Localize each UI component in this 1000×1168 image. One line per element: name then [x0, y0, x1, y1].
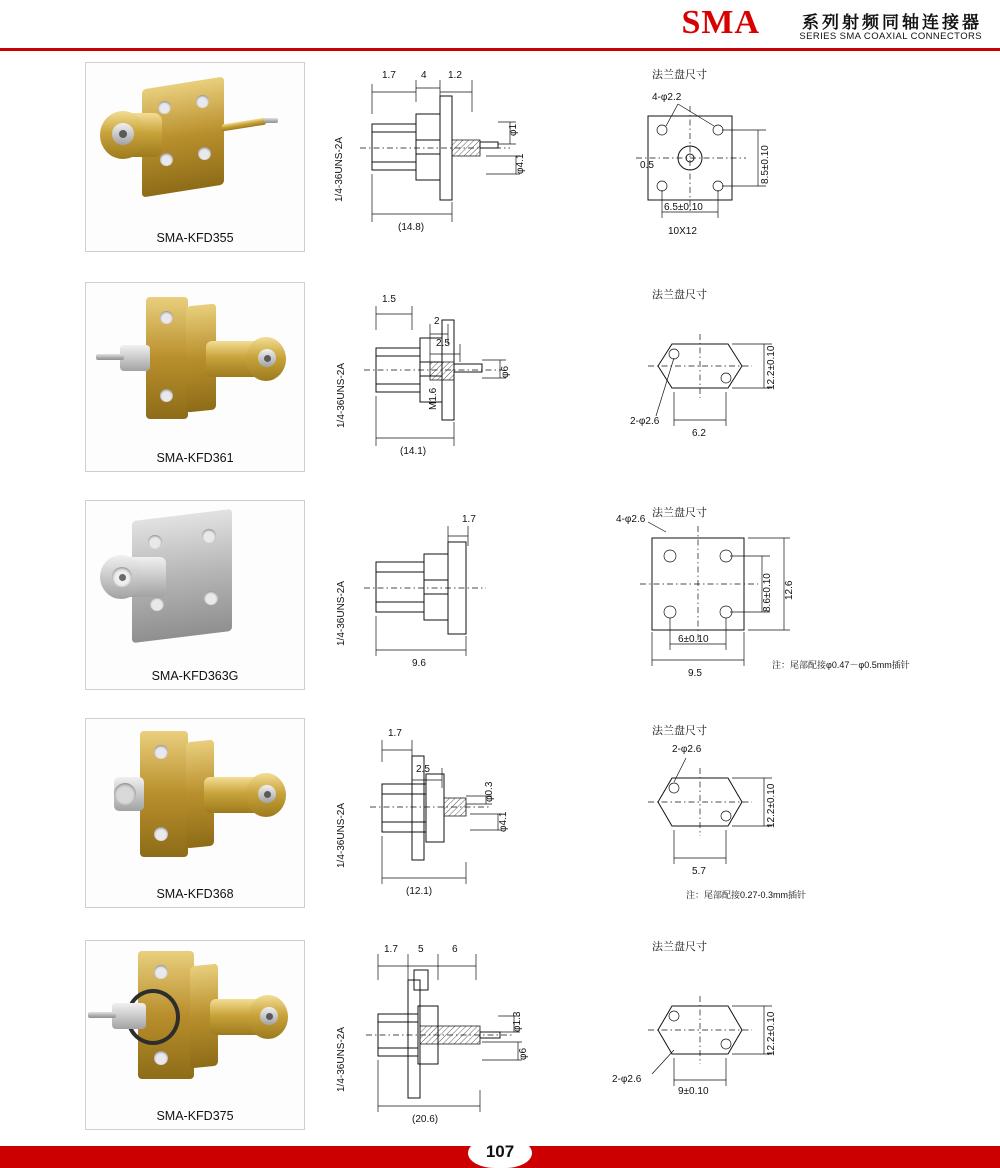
product-photo — [85, 940, 305, 1130]
product-note-4: 注：尾部配接0.27-0.3mm插针 — [686, 890, 807, 900]
header-title-en: SERIES SMA COAXIAL CONNECTORS — [799, 31, 982, 42]
svg-text:6: 6 — [452, 944, 458, 955]
product-photo — [85, 282, 305, 472]
svg-text:5.7: 5.7 — [692, 866, 706, 877]
svg-text:1.2: 1.2 — [448, 70, 462, 81]
svg-text:4-φ2.2: 4-φ2.2 — [652, 92, 682, 103]
connector-illustration — [86, 63, 304, 213]
svg-text:9.5: 9.5 — [688, 668, 702, 679]
svg-text:(12.1): (12.1) — [406, 886, 433, 897]
product-row — [0, 718, 1000, 918]
product-note-3: 注：尾部配接φ0.47－φ0.5mm插针 — [772, 660, 910, 670]
connector-illustration — [86, 501, 304, 651]
product-row — [0, 940, 1000, 1140]
product-photo — [85, 718, 305, 908]
flange-caption-3: 法兰盘尺寸 — [652, 507, 707, 519]
thread-spec: 1/4-36UNS-2A — [336, 1026, 347, 1092]
svg-text:4-φ2.6: 4-φ2.6 — [616, 514, 646, 525]
sma-logo: SMA — [681, 4, 760, 41]
header-rule — [0, 48, 1000, 51]
svg-text:5: 5 — [418, 944, 424, 955]
product-photo — [85, 62, 305, 252]
connector-illustration — [86, 283, 304, 433]
svg-text:6.2: 6.2 — [692, 428, 706, 439]
svg-text:2-φ2.6: 2-φ2.6 — [630, 416, 660, 427]
flange-caption-2: 法兰盘尺寸 — [652, 289, 707, 301]
page-header — [0, 0, 1000, 52]
svg-text:φ1: φ1 — [508, 123, 519, 136]
svg-text:1.5: 1.5 — [382, 294, 396, 305]
svg-text:(14.1): (14.1) — [400, 446, 427, 457]
svg-text:2.5: 2.5 — [416, 764, 430, 775]
svg-text:φ4.1: φ4.1 — [498, 811, 509, 832]
svg-text:4: 4 — [421, 70, 427, 81]
svg-text:12.2±0.10: 12.2±0.10 — [766, 783, 777, 828]
flange-drawing — [600, 500, 910, 690]
svg-text:6±0.10: 6±0.10 — [678, 634, 709, 645]
product-label: SMA-KFD368 — [156, 887, 234, 901]
svg-text:8.6±0.10: 8.6±0.10 — [762, 573, 773, 612]
svg-text:(20.6): (20.6) — [412, 1114, 439, 1125]
product-photo — [85, 500, 305, 690]
side-view-drawing — [320, 718, 560, 908]
svg-text:M1.6: M1.6 — [428, 387, 439, 410]
product-row — [0, 282, 1000, 482]
side-view-drawing — [320, 282, 560, 472]
svg-text:1.7: 1.7 — [388, 728, 402, 739]
flange-drawing — [600, 62, 900, 252]
page-number-badge — [468, 1138, 532, 1168]
page-number: 107 — [485, 1142, 515, 1161]
page-footer — [0, 1138, 1000, 1168]
svg-text:φ0.3: φ0.3 — [484, 781, 495, 802]
svg-text:12.6: 12.6 — [784, 580, 795, 600]
product-label: SMA-KFD361 — [156, 451, 234, 465]
svg-text:1.7: 1.7 — [462, 514, 476, 525]
product-label: SMA-KFD375 — [156, 1109, 234, 1123]
connector-illustration — [86, 941, 304, 1091]
flange-drawing — [600, 718, 900, 908]
svg-text:2: 2 — [434, 316, 440, 327]
product-label: SMA-KFD355 — [156, 231, 234, 245]
svg-text:8.5±0.10: 8.5±0.10 — [760, 145, 771, 184]
svg-text:2-φ2.6: 2-φ2.6 — [612, 1074, 642, 1085]
product-row — [0, 62, 1000, 262]
side-view-drawing — [320, 940, 560, 1130]
svg-text:(14.8): (14.8) — [398, 222, 425, 233]
flange-caption-4: 法兰盘尺寸 — [652, 725, 707, 737]
svg-text:φ6: φ6 — [518, 1047, 529, 1060]
svg-text:0.5: 0.5 — [640, 160, 654, 171]
side-view-drawing — [320, 500, 560, 690]
flange-caption-1: 法兰盘尺寸 — [652, 69, 707, 81]
svg-text:6.5±0.10: 6.5±0.10 — [664, 202, 703, 213]
thread-spec: 1/4-36UNS-2A — [336, 580, 347, 646]
dim-1: 1.7 — [382, 70, 396, 81]
product-row — [0, 500, 1000, 700]
svg-text:9±0.10: 9±0.10 — [678, 1086, 709, 1097]
thread-spec: 1/4-36UNS-2A — [336, 362, 347, 428]
connector-illustration — [86, 719, 304, 869]
thread-spec: 1/4-36UNS-2A — [336, 802, 347, 868]
svg-text:12.2±0.10: 12.2±0.10 — [766, 345, 777, 390]
side-view-drawing — [320, 62, 560, 252]
svg-text:10X12: 10X12 — [668, 226, 697, 237]
svg-text:φ4.1: φ4.1 — [515, 153, 526, 174]
svg-text:1.7: 1.7 — [384, 944, 398, 955]
svg-text:φ6: φ6 — [500, 365, 511, 378]
svg-text:2-φ2.6: 2-φ2.6 — [672, 744, 702, 755]
flange-drawing — [600, 282, 900, 472]
svg-text:12.2±0.10: 12.2±0.10 — [766, 1011, 777, 1056]
svg-text:φ1.3: φ1.3 — [512, 1011, 523, 1032]
thread-spec: 1/4-36UNS-2A — [334, 136, 345, 202]
flange-caption-5: 法兰盘尺寸 — [652, 941, 707, 953]
flange-drawing — [600, 940, 900, 1130]
svg-text:2.5: 2.5 — [436, 338, 450, 349]
header-title-cn: 系列射频同轴连接器 — [802, 13, 982, 32]
product-label: SMA-KFD363G — [151, 669, 239, 683]
svg-text:9.6: 9.6 — [412, 658, 426, 669]
